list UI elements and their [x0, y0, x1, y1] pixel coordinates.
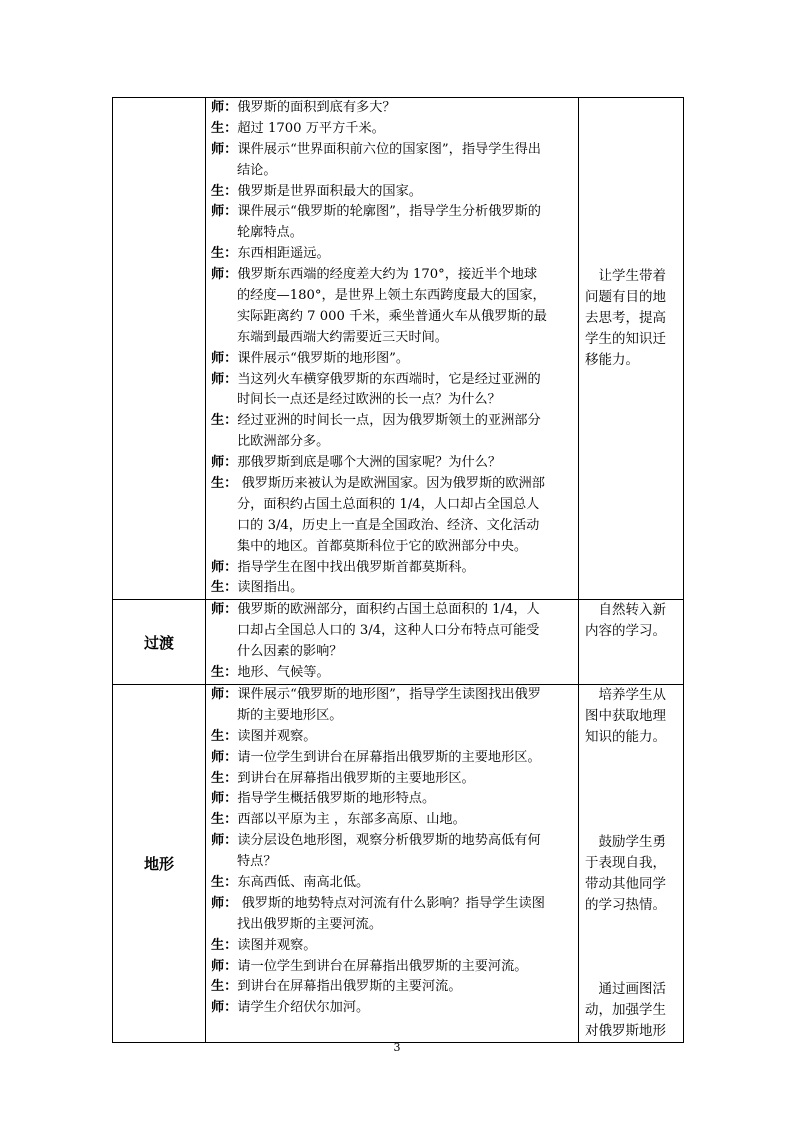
- line-text: 请学生介绍伏尔加河。: [237, 1000, 370, 1016]
- line-text: 俄罗斯历来被认为是欧洲国家。因为俄罗斯的欧洲部: [237, 476, 545, 492]
- line-text: 时间长一点还是经过欧洲的长一点？为什么？: [237, 392, 501, 408]
- goal-line: 自然转入新: [585, 602, 666, 619]
- line-text: 请一位学生到讲台在屏幕指出俄罗斯的主要河流。: [237, 958, 528, 974]
- line-text: 俄罗斯东西端的经度差大约为 170°，接近半个地球: [237, 267, 538, 283]
- line-text: 实际距离约 7 000 千米，乘坐普通火车从俄罗斯的最: [237, 308, 547, 324]
- speaker-label: 师：: [211, 204, 238, 220]
- process-cell: [206, 684, 579, 1042]
- dialogue-line: [211, 706, 574, 727]
- dialogue-line: [211, 453, 574, 474]
- dialogue-line: [211, 642, 574, 663]
- speaker-label: 生：: [211, 580, 238, 596]
- line-text: 指导学生概括俄罗斯的地形特点。: [237, 791, 436, 807]
- goal-line: [585, 769, 679, 790]
- goal-line: 带动其他同学: [585, 875, 666, 892]
- goal-line: [585, 811, 679, 832]
- lesson-plan-table: [112, 97, 684, 1043]
- goal-line: 通过画图活: [585, 980, 666, 997]
- goal-line: [585, 748, 679, 769]
- speaker-label: 生：: [211, 874, 238, 890]
- line-text: 分，面积约占国土总面积的 1/4，人口却占全国总人: [237, 496, 540, 512]
- goal-cell: [579, 98, 684, 600]
- dialogue-line: [211, 286, 574, 307]
- line-text: 读图并观察。: [237, 937, 317, 953]
- line-text: 找出俄罗斯的主要河流。: [237, 916, 383, 932]
- dialogue-line: [211, 432, 574, 453]
- goal-line: 让学生带着: [585, 268, 666, 284]
- line-text: 什么因素的影响？: [237, 644, 343, 660]
- speaker-label: 师：: [211, 958, 238, 974]
- speaker-label: 生：: [211, 183, 238, 199]
- dialogue-line: [211, 663, 574, 684]
- goal-line: 培养学生从: [585, 686, 666, 703]
- goal-line: 的学习热情。: [585, 896, 666, 913]
- dialogue-line: [211, 727, 574, 748]
- page-number: 3: [393, 1041, 401, 1054]
- dialogue-line: [211, 852, 574, 873]
- dialogue-line: [211, 119, 574, 140]
- line-text: 经过亚洲的时间长一点，因为俄罗斯领土的亚洲部分: [237, 413, 541, 429]
- line-text: 地形、气候等。: [237, 665, 330, 681]
- speaker-label: 师：: [211, 455, 238, 471]
- line-text: 东高西低、南高北低。: [237, 874, 370, 890]
- line-text: 超过 1700 万平方千米。: [237, 120, 385, 136]
- dialogue-line: [211, 894, 574, 915]
- goal-line: [585, 916, 679, 937]
- dialogue-line: [211, 600, 574, 621]
- speaker-label: 师：: [211, 267, 238, 283]
- stage-cell: [113, 98, 206, 600]
- line-text: 的经度—180°，是世界上领土东西跨度最大的国家，: [237, 288, 546, 304]
- goal-line: 动，加强学生: [585, 1001, 666, 1018]
- dialogue-line: [211, 789, 574, 810]
- line-text: 西部以平原为主 ，东部多高原、山地。: [237, 812, 466, 828]
- line-text: 东端到最西端大约需要近三天时间。: [237, 329, 448, 345]
- speaker-label: 生：: [211, 770, 238, 786]
- goal-line: 知识的能力。: [585, 728, 666, 745]
- line-text: 俄罗斯的地势特点对河流有什么影响？指导学生读图: [237, 895, 545, 911]
- dialogue-line: [211, 202, 574, 223]
- process-cell: [206, 98, 579, 600]
- dialogue-line: [211, 411, 574, 432]
- speaker-label: 师：: [211, 686, 238, 702]
- line-text: 俄罗斯的面积到底有多大？: [237, 100, 396, 115]
- line-text: 读图指出。: [237, 580, 304, 596]
- speaker-label: 师：: [211, 100, 238, 115]
- stage-cell: 过渡: [113, 600, 206, 685]
- speaker-label: 生：: [211, 937, 238, 953]
- dialogue-line: [211, 748, 574, 769]
- dialogue-line: [211, 915, 574, 936]
- goal-line: [585, 958, 679, 979]
- dialogue-line: [211, 390, 574, 411]
- goal-line: [585, 790, 679, 811]
- goal-line: 于表现自我，: [585, 854, 666, 871]
- dialogue-line: [211, 140, 574, 161]
- line-text: 东西相距遥远。: [237, 246, 330, 262]
- dialogue-line: [211, 182, 574, 203]
- line-text: 俄罗斯的欧洲部分，面积约占国土总面积的 1/4，人: [237, 602, 540, 618]
- process-cell: [206, 600, 579, 685]
- table-row: [113, 600, 684, 685]
- speaker-label: 师：: [211, 141, 238, 157]
- line-text: 轮廓特点。: [237, 225, 303, 241]
- dialogue-line: [211, 810, 574, 831]
- dialogue-line: [211, 957, 574, 978]
- line-text: 课件展示“俄罗斯的轮廓图”，指导学生分析俄罗斯的: [237, 204, 541, 220]
- speaker-label: 生：: [211, 120, 238, 136]
- speaker-label: 师：: [211, 1000, 238, 1016]
- goal-line: 鼓励学生勇: [585, 833, 666, 850]
- line-text: 当这列火车横穿俄罗斯的东西端时，它是经过亚洲的: [237, 371, 541, 387]
- dialogue-line: [211, 223, 574, 244]
- goal-line: 对俄罗斯地形: [585, 1022, 666, 1039]
- goal-line: 移能力。: [585, 352, 639, 368]
- dialogue-line: [211, 831, 574, 852]
- dialogue-line: [211, 370, 574, 391]
- line-text: 那俄罗斯到底是哪个大洲的国家呢？为什么？: [237, 455, 502, 471]
- dialogue-line: [211, 474, 574, 495]
- dialogue-line: [211, 977, 574, 998]
- speaker-label: 生：: [211, 665, 238, 681]
- line-text: 斯的主要地形区。: [237, 707, 343, 723]
- goal-line: 图中获取地理: [585, 707, 666, 724]
- dialogue-line: [211, 621, 574, 642]
- speaker-label: 师：: [211, 371, 238, 387]
- speaker-label: 师：: [211, 895, 238, 911]
- dialogue-line: [211, 244, 574, 265]
- goal-cell: [579, 600, 684, 685]
- line-text: 到讲台在屏幕指出俄罗斯的主要地形区。: [237, 770, 475, 786]
- line-text: 课件展示“世界面积前六位的国家图”，指导学生得出: [237, 141, 541, 157]
- dialogue-line: [211, 349, 574, 370]
- goal-line: 问题有目的地: [585, 289, 666, 305]
- dialogue-line: [211, 328, 574, 349]
- speaker-label: 师：: [211, 350, 238, 366]
- dialogue-line: [211, 685, 574, 706]
- speaker-label: 生：: [211, 979, 238, 995]
- speaker-label: 师：: [211, 833, 238, 849]
- dialogue-line: [211, 537, 574, 558]
- line-text: 口却占全国总人口的 3/4，这种人口分布特点可能受: [237, 623, 540, 639]
- line-text: 请一位学生到讲台在屏幕指出俄罗斯的主要地形区。: [237, 749, 541, 765]
- goal-line: 学生的知识迁: [585, 331, 666, 347]
- table-row: [113, 98, 684, 600]
- goal-line: 内容的学习。: [585, 623, 666, 640]
- dialogue-line: [211, 98, 574, 119]
- line-text: 特点？: [237, 854, 277, 870]
- dialogue-line: [211, 495, 574, 516]
- line-text: 指导学生在图中找出俄罗斯首都莫斯科。: [237, 559, 475, 575]
- speaker-label: 生：: [211, 246, 238, 262]
- goal-cell: [579, 684, 684, 1042]
- dialogue-line: [211, 769, 574, 790]
- speaker-label: 生：: [211, 413, 238, 429]
- line-text: 俄罗斯是世界面积最大的国家。: [237, 183, 422, 199]
- dialogue-line: [211, 516, 574, 537]
- speaker-label: 师：: [211, 791, 238, 807]
- line-text: 读图并观察。: [237, 728, 317, 744]
- goal-line: 去思考，提高: [585, 310, 666, 326]
- dialogue-line: [211, 873, 574, 894]
- line-text: 读分层设色地形图，观察分析俄罗斯的地势高低有何: [237, 833, 541, 849]
- stage-cell: 地形: [113, 684, 206, 1042]
- speaker-label: 师：: [211, 602, 238, 618]
- speaker-label: 生：: [211, 812, 238, 828]
- line-text: 课件展示“俄罗斯的地形图”。: [237, 350, 410, 366]
- speaker-label: 师：: [211, 559, 238, 575]
- dialogue-line: [211, 558, 574, 579]
- line-text: 口的 3/4，历史上一直是全国政治、经济、文化活动: [237, 517, 540, 533]
- goal-line: [585, 937, 679, 958]
- line-text: 比欧洲部分多。: [237, 434, 330, 450]
- speaker-label: 生：: [211, 728, 238, 744]
- line-text: 结论。: [237, 162, 277, 178]
- line-text: 集中的地区。首都莫斯科位于它的欧洲部分中央。: [237, 538, 528, 554]
- table-row: [113, 684, 684, 1042]
- speaker-label: 师：: [211, 749, 238, 765]
- dialogue-line: [211, 307, 574, 328]
- dialogue-line: [211, 998, 574, 1019]
- dialogue-line: [211, 578, 574, 599]
- dialogue-line: [211, 265, 574, 286]
- dialogue-line: [211, 936, 574, 957]
- speaker-label: 生：: [211, 476, 238, 492]
- dialogue-line: [211, 161, 574, 182]
- line-text: 到讲台在屏幕指出俄罗斯的主要河流。: [237, 979, 462, 995]
- line-text: 课件展示“俄罗斯的地形图”，指导学生读图找出俄罗: [237, 686, 541, 702]
